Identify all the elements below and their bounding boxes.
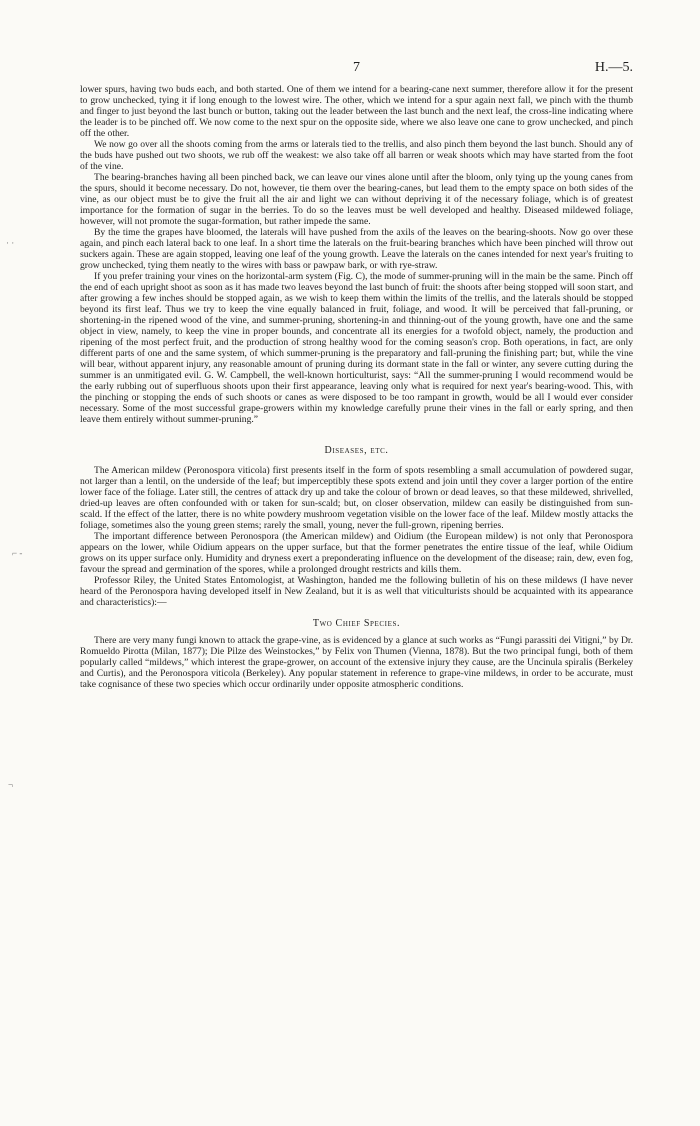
page-number: 7 [353, 60, 360, 75]
page-header [80, 62, 633, 84]
paragraph: The important difference between Peronospora (the American mildew) and Oidium (the European mildew) is not only that Peronospora appears on the lower, while Oidium appears on the upper surface, but that the former penetrates the entire tissue of the leaf, while Oidium grows on its upper surface only. Humidity and dryness exert a preponderating influence on the development of the disease; rain, dew, even fog, favour the spread and germination of the spores, while a prolonged drought restricts and kills them. [80, 531, 633, 575]
margin-mark: ⌐ - [12, 548, 23, 558]
document-code: H.—5. [594, 60, 633, 75]
pruning-section [80, 84, 633, 425]
section-heading-diseases: Diseases, etc. [324, 445, 389, 456]
paragraph: The bearing-branches having all been pinched back, we can leave our vines alone until after the bloom, only tying up the young canes from the spurs, should it become necessary. Do not, however, tie them over the bearing-canes, but lead them to the empty space on both sides of the vine, as our object must be to give the fruit all the air and light we can without depriving it of the necessary foliage, which is of greatest importance for the formation of sugar in the berries. To do so the leaves must be well developed and healthy. Diseased mildewed foliage, however, will not promote the sugar-formation, but rather impede the same. [80, 172, 633, 227]
paragraph: There are very many fungi known to attack the grape-vine, as is evidenced by a glance at such works as “Fungi parassiti dei Vitigni,” by Dr. Romueldo Pirotta (Milan, 1877); Die Pilze des Weinstockes,” by Felix von Thumen (Vienna, 1878). But the two principal fungi, both of them popularly called “mildews,” which interest the grape-grower, on account of the extensive injury they cause, are the Uncinula spiralis (Berkeley and Curtis), and the Peronospora viticola (Berkeley). Any popular statement in reference to grape-vine mildews, in order to be accurate, must take cognisance of these two species which occur ordinarily under opposite atmospheric conditions. [80, 635, 633, 690]
margin-mark: ¬ [8, 780, 14, 790]
paragraph: If you prefer training your vines on the horizontal-arm system (Fig. C), the mode of summer-pruning will in the main be the same. Pinch off the end of each upright shoot as soon as it has made two leaves beyond the last bunch of fruit: the shoots after being stopped will soon start, and after growing a few inches should be stopped again, as we wish to keep them within the limits of the trellis, and the laterals should be stopped beyond its first leaf. Thus we try to keep the vine equally balanced in fruit, foliage, and wood. It will be perceived that fall-pruning, or shortening-in the ripened wood of the vine, and summer-pruning, shortening-in and thinning-out of the young growth, have one and the same object in view, namely, to keep the vine in proper bounds, and concentrate all its energies for a twofold object, namely, the production and ripening of the most perfect fruit, and the production of strong healthy wood for the coming season's crop. Both operations, in fact, are only different parts of one and the same system, of which summer-pruning is the preparatory and fall-pruning the finishing part; but, while the vine will bear, without apparent injury, any reasonable amount of pruning during its dormant state in the fall or winter, any severe cutting during the summer is an unmitigated evil. G. W. Campbell, the well-known horticulturist, says: “All the summer-pruning I would recommend would be the early rubbing out of superfluous shoots upon their first appearance, leaving only what is required for next year's bearing-wood. This, with the pinching or stopping the ends of such shoots or canes as were disposed to be too rampant in growth, would be all I would ever consider necessary. Some of the most successful grape-growers within my knowledge carefully prune their vines in the fall or early spring, and then leave them entirely without summer-pruning.” [80, 271, 633, 425]
paragraph: By the time the grapes have bloomed, the laterals will have pushed from the axils of the leaves on the bearing-shoots. Now go over these again, and pinch each lateral back to one leaf. In a short time the laterals on the fruit-bearing branches which have been pinched will throw out suckers again. These are again stopped, leaving one leaf of the young growth. Leave the laterals on the canes intended for next year's fruiting to grow unchecked, tying them neatly to the wires with bass or pawpaw bark, or with rye-straw. [80, 227, 633, 271]
margin-mark: · · [6, 238, 15, 248]
paragraph: Professor Riley, the United States Entomologist, at Washington, handed me the following bulletin of his on these mildews (I have never heard of the Peronospora having developed itself in New Zealand, but it is as well that viticulturists should be acquainted with its appearance and characteristics):— [80, 575, 633, 608]
section-heading-species: Two Chief Species. [312, 618, 401, 629]
document-page [80, 62, 633, 690]
paragraph: The American mildew (Peronospora viticola) first presents itself in the form of spots resembling a small accumulation of powdered sugar, not larger than a lentil, on the underside of the leaf; but imperceptibly these spots extend and join until they cover a larger portion of the entire lower face of the foliage. Later still, the centres of attack dry up and take the colour of brown or dead leaves, so that these mildewed, shrivelled, dried-up leaves are often confounded with or taken for sun-scald; but, on closer observation, mildew can easily be distinguished from sun-scald. If the effect of the latter, there is no white powdery mushroom vegetation visible on the lower face of the leaf. Mildew mostly attacks the foliage, sometimes also the young green stems; rarely the small, young, never the full-grown, ripening berries. [80, 465, 633, 531]
paragraph: lower spurs, having two buds each, and both started. One of them we intend for a bearing-cane next summer, therefore allow it for the present to grow unchecked, tying it if long enough to the lowest wire. The other, which we intend for a spur again next fall, we pinch with the thumb and finger to just beyond the last bunch or button, taking out the leader between the last bunch and the next leaf, the cross-line indicating where the leader is to be pinched off. We now come to the next spur on the opposite side, where we also leave one cane to grow unchecked, and pinch off the other. [80, 84, 633, 139]
paragraph: We now go over all the shoots coming from the arms or laterals tied to the trellis, and also pinch them beyond the last bunch. Should any of the buds have pushed out two shoots, we rub off the weakest: we also take off all barren or weak shoots which may have started from the foot of the vine. [80, 139, 633, 172]
diseases-section [80, 465, 633, 608]
species-section [80, 635, 633, 690]
